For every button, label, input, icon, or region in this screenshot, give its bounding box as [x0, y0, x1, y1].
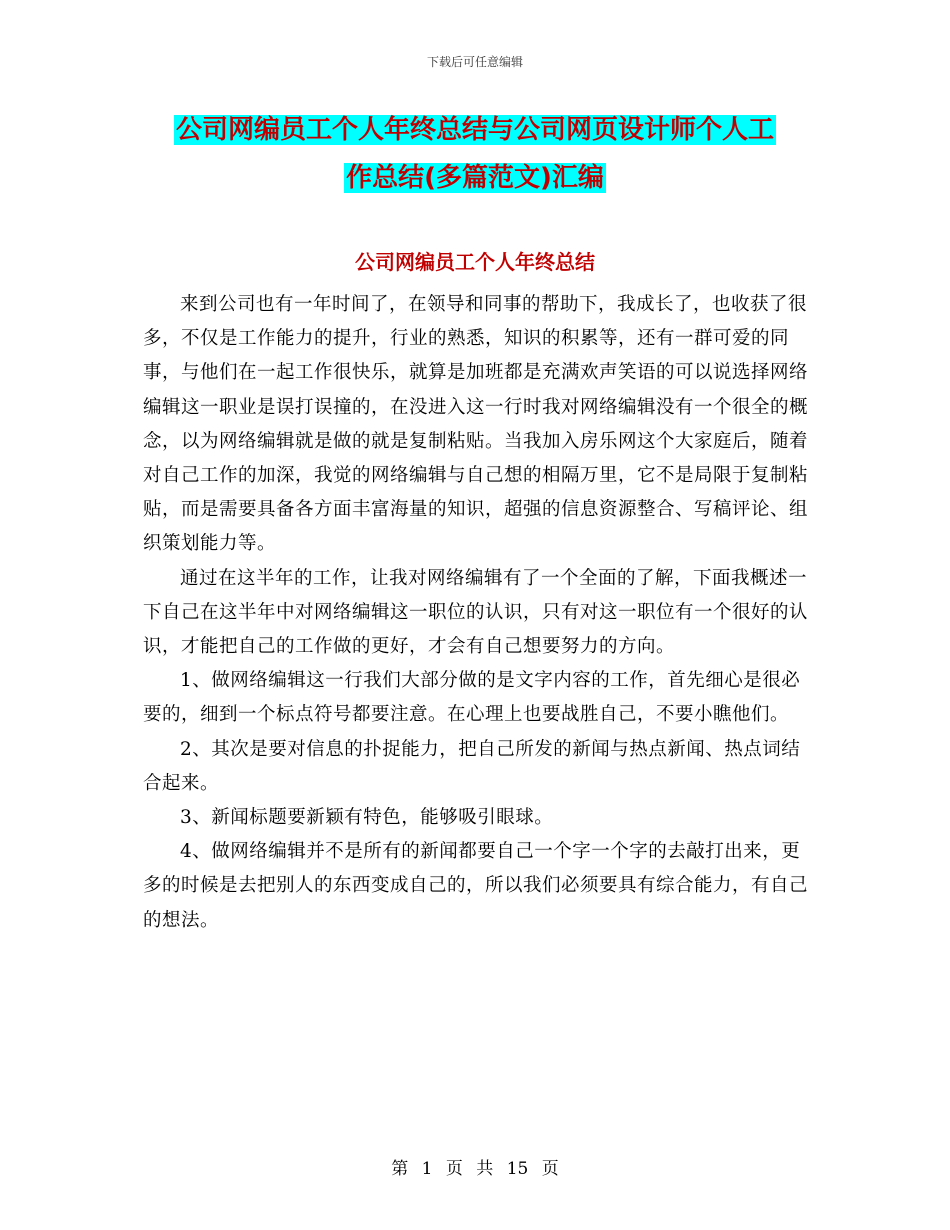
paragraph: 2、其次是要对信息的扑捉能力，把自己所发的新闻与热点新闻、热点词结合起来。	[143, 738, 801, 794]
footer-page-current: 1	[421, 1159, 433, 1179]
footer-page-prefix: 第	[391, 1159, 409, 1179]
footer-total-suffix: 页	[541, 1159, 559, 1179]
paragraph: 1、做网络编辑这一行我们大部分做的是文字内容的工作，首先细心是很必要的，细到一个标点符号都要注意。在心理上也要战胜自己，不要小瞧他们。	[143, 670, 801, 726]
document-title-line-1: 公司网编员工个人年终总结与公司网页设计师个人工	[175, 115, 774, 145]
footer-page-mid: 页	[445, 1159, 463, 1179]
document-title-line-2: 作总结(多篇范文)汇编	[346, 163, 604, 193]
document-title	[145, 106, 805, 202]
section-title: 公司网编员工个人年终总结	[355, 250, 595, 274]
paragraph: 3、新闻标题要新颖有特色，能够吸引眼球。	[180, 807, 554, 829]
page-footer	[0, 1154, 950, 1179]
header-note: 下载后可任意编辑	[426, 55, 523, 69]
paragraph: 来到公司也有一年时间了，在领导和同事的帮助下，我成长了，也收获了很多，不仅是工作能力的提升，行业的熟悉，知识的积累等，还有一群可爱的同事，与他们在一起工作很快乐，就算是加班都是充满欢声笑语的可以说选择网络编辑这一职业是误打误撞的，在没进入这一行时我对网络编辑没有一个很全的概念，以为网络编辑就是做的就是复制粘贴。当我加入房乐网这个大家庭后，随着对自己工作的加深，我觉的网络编辑与自己想的相隔万里，它不是局限于复制粘贴，而是需要具备各方面丰富海量的知识，超强的信息资源整合、写稿评论、组织策划能力等。	[143, 294, 809, 555]
paragraph: 4、做网络编辑并不是所有的新闻都要自己一个字一个字的去敲打出来，更多的时候是去把别人的东西变成自己的，所以我们必须要具有综合能力，有自己的想法。	[143, 841, 809, 931]
footer-total-prefix: 共	[476, 1159, 494, 1179]
footer-page-total: 15	[506, 1159, 529, 1179]
body-text	[143, 288, 808, 938]
paragraph: 通过在这半年的工作，让我对网络编辑有了一个全面的了解，下面我概述一下自己在这半年中对网络编辑这一职位的认识，只有对这一职位有一个很好的认识，才能把自己的工作做的更好，才会有自己想要努力的方向。	[143, 567, 809, 658]
